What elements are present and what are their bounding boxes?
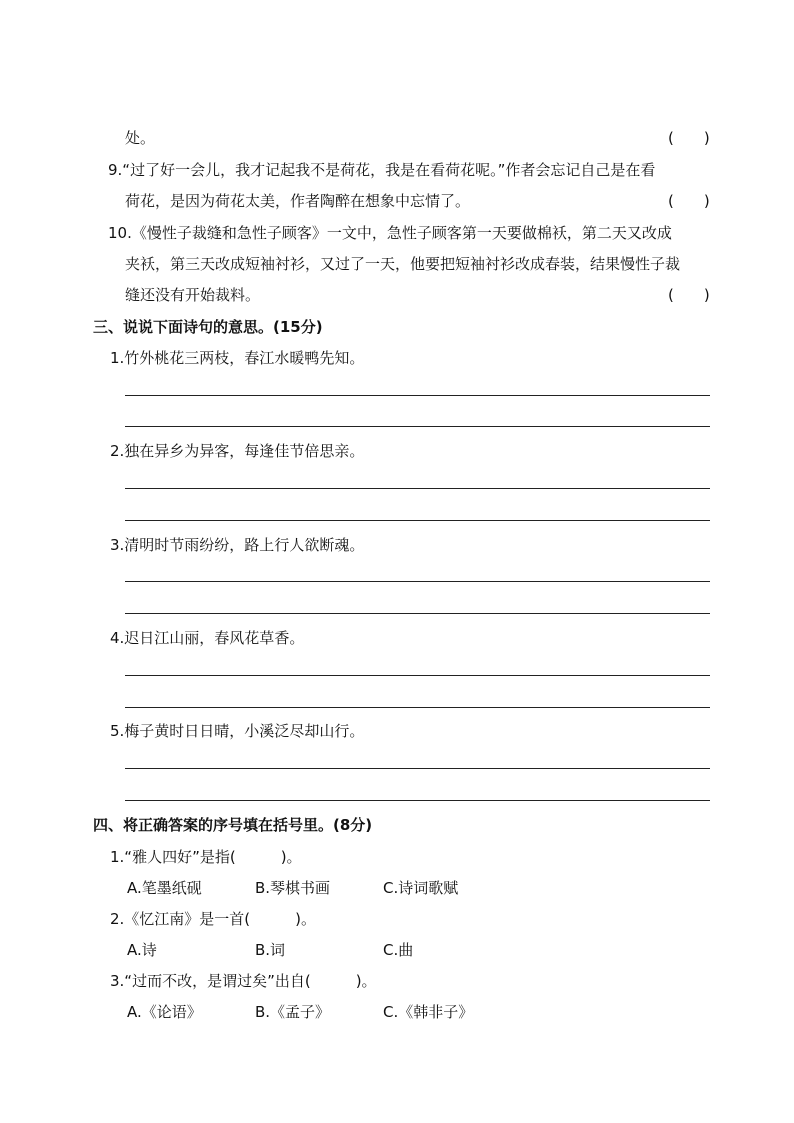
poem-item-2: 2.独在异乡为异客，每逢佳节倍思亲。 <box>110 442 365 460</box>
mc-option-b[interactable]: B.词 <box>255 941 286 959</box>
poem-item-5: 5.梅子黄时日日晴，小溪泛尽却山行。 <box>110 722 365 740</box>
mc-question-2: 2.《忆江南》是一首( )。 <box>110 910 317 928</box>
item10-line2: 夹袄，第三天改成短袖衬衫，又过了一天，他要把短袖衬衫改成春装，结果慢性子裁 <box>125 255 681 273</box>
mc-option-b[interactable]: B.琴棋书画 <box>255 879 331 897</box>
answer-line[interactable] <box>125 768 710 769</box>
poem-item-1: 1.竹外桃花三两枝，春江水暖鸭先知。 <box>110 349 365 367</box>
mc-option-c[interactable]: C.诗词歌赋 <box>383 879 459 897</box>
answer-paren-9[interactable]: ( ) <box>668 192 710 210</box>
answer-line[interactable] <box>125 426 710 427</box>
mc-option-c[interactable]: C.《韩非子》 <box>383 1003 474 1021</box>
mc-option-c[interactable]: C.曲 <box>383 941 414 959</box>
answer-paren-8[interactable]: ( ) <box>668 129 710 147</box>
answer-line[interactable] <box>125 520 710 521</box>
answer-line[interactable] <box>125 395 710 396</box>
answer-paren-10[interactable]: ( ) <box>668 286 710 304</box>
item9-line2: 荷花，是因为荷花太美，作者陶醉在想象中忘情了。 <box>125 192 471 210</box>
item8-tail: 处。 <box>125 129 156 147</box>
section4-heading: 四、将正确答案的序号填在括号里。(8分) <box>93 816 373 834</box>
mc-question-3: 3.“过而不改，是谓过矣”出自( )。 <box>110 972 377 990</box>
answer-line[interactable] <box>125 800 710 801</box>
mc-question-1: 1.“雅人四好”是指( )。 <box>110 848 302 866</box>
mc-option-a[interactable]: A.《论语》 <box>127 1003 202 1021</box>
poem-item-3: 3.清明时节雨纷纷，路上行人欲断魂。 <box>110 536 365 554</box>
mc-option-a[interactable]: A.笔墨纸砚 <box>127 879 202 897</box>
answer-line[interactable] <box>125 581 710 582</box>
answer-line[interactable] <box>125 675 710 676</box>
item10-line1: 10.《慢性子裁缝和急性子顾客》一文中，急性子顾客第一天要做棉袄，第二天又改成 <box>108 224 672 242</box>
item10-line3: 缝还没有开始裁料。 <box>125 286 261 304</box>
item9-line1: 9.“过了好一会儿，我才记起我不是荷花，我是在看荷花呢。”作者会忘记自己是在看 <box>108 161 656 179</box>
poem-item-4: 4.迟日江山丽，春风花草香。 <box>110 629 305 647</box>
mc-option-a[interactable]: A.诗 <box>127 941 157 959</box>
mc-option-b[interactable]: B.《孟子》 <box>255 1003 331 1021</box>
answer-line[interactable] <box>125 707 710 708</box>
answer-line[interactable] <box>125 488 710 489</box>
answer-line[interactable] <box>125 613 710 614</box>
section3-heading: 三、说说下面诗句的意思。(15分) <box>93 318 323 336</box>
